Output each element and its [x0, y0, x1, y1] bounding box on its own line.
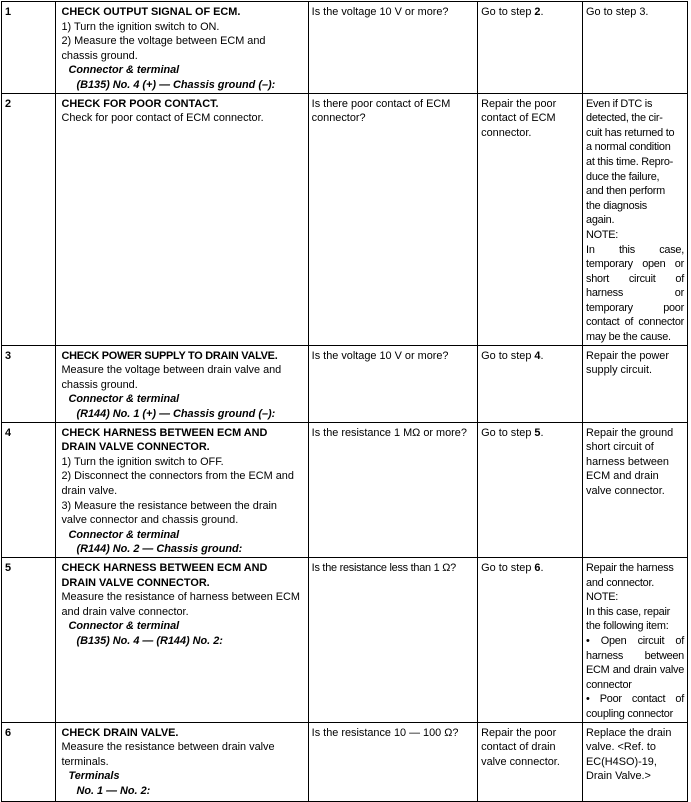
check-cell: Is there poor contact of ECM connector?: [308, 93, 477, 345]
note-label: NOTE:: [586, 591, 619, 604]
diagnostic-procedure-table: [1, 1, 688, 802]
note-text: In this case, temporary open or short circuit of harness or temporary poor contact of connector may be the cause.: [586, 243, 684, 344]
table-row: [2, 422, 688, 557]
yes-text: Go to step: [481, 349, 535, 362]
table-row: [2, 345, 688, 422]
yes-post: .: [540, 426, 544, 439]
procedure-title: CHECK DRAIN VALVE.: [61, 726, 179, 739]
note-bullet: • Open circuit of harness between ECM and drain valve connector: [586, 634, 684, 691]
yes-step-ref: 6: [534, 561, 541, 574]
procedure-line: Measure the resistance of harness between ECM and drain valve connector.: [61, 591, 300, 618]
procedure-line: 1) Turn the ignition switch to ON.: [61, 20, 220, 33]
no-line: a normal condition: [586, 141, 671, 154]
check-cell: Is the voltage 10 V or more?: [308, 345, 477, 422]
no-line: cuit has returned to: [586, 126, 675, 139]
check-cell: Is the resistance less than 1 Ω?: [308, 557, 477, 722]
yes-text: Go to step: [481, 561, 535, 574]
no-cell: Replace the drain valve. <Ref. to EC(H4SO)-19, Drain Valve.>: [583, 722, 688, 801]
step-number: 1: [2, 2, 56, 94]
connector-terminal-label: Connector & terminal: [68, 620, 180, 633]
table-row: [2, 557, 688, 722]
no-line: the diagnosis: [586, 199, 647, 212]
procedure-title: CHECK OUTPUT SIGNAL OF ECM.: [61, 6, 241, 18]
procedure-title: CHECK POWER SUPPLY TO DRAIN VALVE.: [61, 349, 278, 362]
connector-terminal-label: Connector & terminal: [68, 528, 180, 541]
connector-terminal-value: (B135) No. 4 (+) — Chassis ground (–):: [76, 78, 276, 91]
no-line: duce the failure,: [586, 170, 660, 183]
step-number: 2: [2, 93, 56, 345]
yes-step-ref: 2: [534, 6, 541, 18]
procedure-title: CHECK FOR POOR CONTACT.: [61, 97, 219, 110]
no-cell: Repair the power supply circuit.: [583, 345, 688, 422]
note-text: In this case, repair the following item:: [586, 605, 671, 633]
no-line: at this time. Repro-: [586, 155, 674, 168]
step-number: 3: [2, 345, 56, 422]
yes-step-ref: 4: [534, 349, 541, 362]
connector-terminal-value: (R144) No. 2 — Chassis ground:: [76, 543, 243, 556]
no-line: and then perform: [586, 185, 665, 198]
connector-terminal-label: Terminals: [68, 770, 120, 783]
yes-cell: [478, 557, 583, 722]
yes-post: .: [540, 561, 544, 574]
connector-terminal-value: (B135) No. 4 — (R144) No. 2:: [76, 634, 223, 647]
connector-terminal-label: Connector & terminal: [68, 393, 180, 406]
procedure-line: Measure the voltage between drain valve and chassis ground.: [61, 364, 282, 391]
procedure-cell: [56, 93, 308, 345]
procedure-line: 1) Turn the ignition switch to OFF.: [61, 455, 224, 468]
no-cell: [583, 93, 688, 345]
yes-cell: [478, 2, 583, 94]
procedure-title: CHECK HARNESS BETWEEN ECM AND DRAIN VALVE CONNECTOR.: [61, 561, 268, 589]
no-cell: [583, 557, 688, 722]
connector-terminal-label: Connector & terminal: [68, 64, 180, 77]
procedure-line: 2) Disconnect the connectors from the ECM and drain valve.: [61, 470, 294, 497]
procedure-cell: [56, 422, 308, 557]
procedure-cell: [56, 722, 308, 801]
yes-step-ref: 5: [534, 426, 541, 439]
procedure-line: Measure the resistance between drain valve terminals.: [61, 741, 275, 768]
step-number: 4: [2, 422, 56, 557]
step-number: 5: [2, 557, 56, 722]
connector-terminal-value: (R144) No. 1 (+) — Chassis ground (–):: [76, 408, 276, 421]
check-cell: Is the resistance 10 — 100 Ω?: [308, 722, 477, 801]
procedure-line: 2) Measure the voltage between ECM and chassis ground.: [61, 35, 266, 62]
yes-post: .: [540, 349, 544, 362]
no-line: again.: [586, 214, 615, 227]
procedure-title: CHECK HARNESS BETWEEN ECM AND DRAIN VALVE CONNECTOR.: [61, 426, 268, 454]
procedure-line: Check for poor contact of ECM connector.: [61, 112, 264, 125]
procedure-cell: [56, 557, 308, 722]
no-line: Repair the harness and connector.: [586, 561, 674, 589]
connector-terminal-value: No. 1 — No. 2:: [76, 784, 151, 797]
procedure-line: 3) Measure the resistance between the drain valve connector and chassis ground.: [61, 499, 277, 527]
step-number: 6: [2, 722, 56, 801]
table-row: [2, 2, 688, 94]
check-cell: Is the voltage 10 V or more?: [308, 2, 477, 94]
yes-cell: Repair the poor contact of drain valve connector.: [478, 722, 583, 801]
table-row: [2, 93, 688, 345]
yes-cell: Repair the poor contact of ECM connector.: [478, 93, 583, 345]
yes-cell: [478, 345, 583, 422]
table-row: [2, 722, 688, 801]
yes-text: Go to step: [481, 426, 535, 439]
check-cell: Is the resistance 1 MΩ or more?: [308, 422, 477, 557]
yes-post: .: [540, 6, 544, 18]
procedure-cell: [56, 2, 308, 94]
yes-cell: [478, 422, 583, 557]
procedure-cell: [56, 345, 308, 422]
no-cell: Go to step 3.: [583, 2, 688, 94]
no-line: Even if DTC is detected, the cir-: [586, 97, 663, 125]
note-label: NOTE:: [586, 228, 619, 241]
yes-text: Go to step: [481, 6, 535, 18]
note-bullet: • Poor contact of coupling connector: [586, 693, 684, 720]
no-cell: Repair the ground short circuit of harness between ECM and drain valve connector.: [583, 422, 688, 557]
